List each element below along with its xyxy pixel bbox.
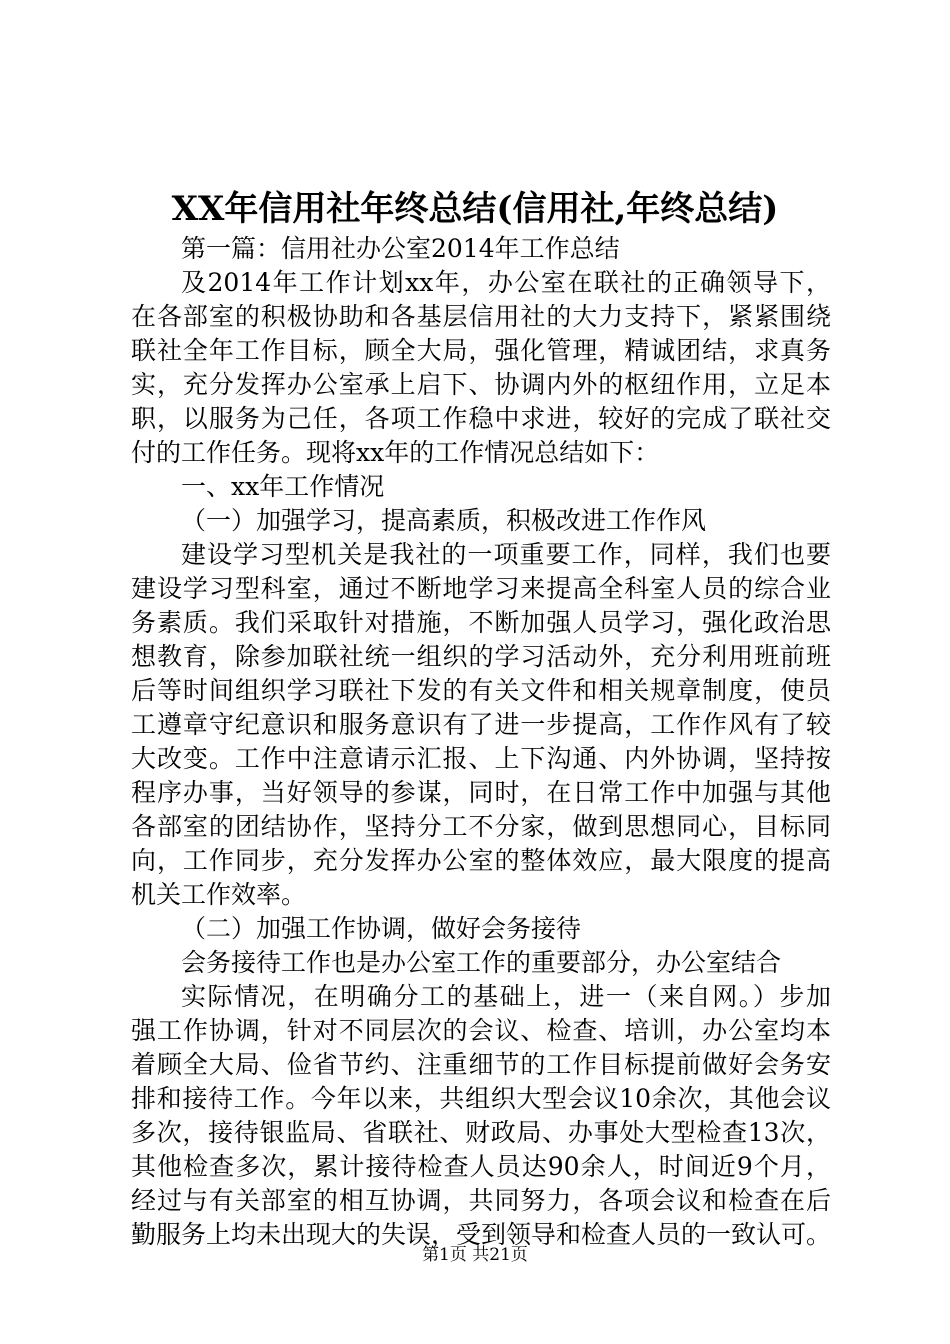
paragraph-line: 向，工作同步，充分发挥办公室的整体效应，最大限度的提高	[131, 846, 831, 875]
paragraph-line: 后等时间组织学习联社下发的有关文件和相关规章制度，使员	[131, 676, 831, 705]
paragraph-line: 其他检查多次，累计接待检查人员达90余人，时间近9个月，	[131, 1152, 831, 1181]
paragraph-line: 工遵章守纪意识和服务意识有了进一步提高，工作作风有了较	[131, 710, 831, 739]
paragraph-line: 建设学习型机关是我社的一项重要工作，同样，我们也要	[181, 540, 831, 569]
paragraph-line: 勤服务上均未出现大的失误，受到领导和检查人员的一致认可。	[131, 1220, 832, 1249]
paragraph-line: 务素质。我们采取针对措施，不断加强人员学习，强化政治思	[131, 608, 831, 637]
paragraph-line: 建设学习型科室，通过不断地学习来提高全科室人员的综合业	[131, 574, 831, 603]
paragraph-line: 程序办事，当好领导的参谋，同时，在日常工作中加强与其他	[131, 778, 831, 807]
paragraph-line: 职，以服务为己任，各项工作稳中求进，较好的完成了联社交	[131, 404, 831, 433]
paragraph-line: 实际情况，在明确分工的基础上，进一（来自网。）步加	[181, 982, 831, 1011]
paragraph-line: 实，充分发挥办公室承上启下、协调内外的枢纽作用，立足本	[131, 370, 831, 399]
paragraph-line: 付的工作任务。现将xx年的工作情况总结如下：	[131, 438, 660, 467]
subsection-heading: （一）加强学习，提高素质，积极改进工作作风	[181, 506, 707, 535]
subsection-heading: （二）加强工作协调，做好会务接待	[181, 914, 582, 943]
paragraph-line: 多次，接待银监局、省联社、财政局、办事处大型检查13次，	[131, 1118, 831, 1147]
paragraph-line: 经过与有关部室的相互协调，共同努力，各项会议和检查在后	[131, 1186, 831, 1215]
paragraph-line: 在各部室的积极协助和各基层信用社的大力支持下，紧紧围绕	[131, 302, 831, 331]
paragraph-line: 各部室的团结协作，坚持分工不分家，做到思想同心，目标同	[131, 812, 831, 841]
paragraph-line: 联社全年工作目标，顾全大局，强化管理，精诚团结，求真务	[131, 336, 831, 365]
paragraph-line: 着顾全大局、俭省节约、注重细节的工作目标提前做好会务安	[131, 1050, 831, 1079]
paragraph-line: 排和接待工作。今年以来，共组织大型会议10余次，其他会议	[131, 1084, 831, 1113]
document-title: XX年信用社年终总结(信用社,年终总结)	[171, 189, 779, 229]
paragraph-line: 会务接待工作也是办公室工作的重要部分，办公室结合	[181, 948, 782, 977]
section-heading: 一、xx年工作情况	[181, 472, 385, 501]
page-number-footer: 第1页 共21页	[422, 1245, 528, 1265]
document-body	[131, 232, 831, 1252]
paragraph-line: 及2014年工作计划xx年，办公室在联社的正确领导下，	[181, 268, 831, 297]
paragraph-line: 想教育，除参加联社统一组织的学习活动外，充分利用班前班	[131, 642, 831, 671]
paragraph-line: 强工作协调，针对不同层次的会议、检查、培训，办公室均本	[131, 1016, 831, 1045]
paragraph-line: 大改变。工作中注意请示汇报、上下沟通、内外协调，坚持按	[131, 744, 831, 773]
paragraph-line: 机关工作效率。	[131, 880, 307, 909]
section-heading: 第一篇：信用社办公室2014年工作总结	[181, 234, 620, 263]
